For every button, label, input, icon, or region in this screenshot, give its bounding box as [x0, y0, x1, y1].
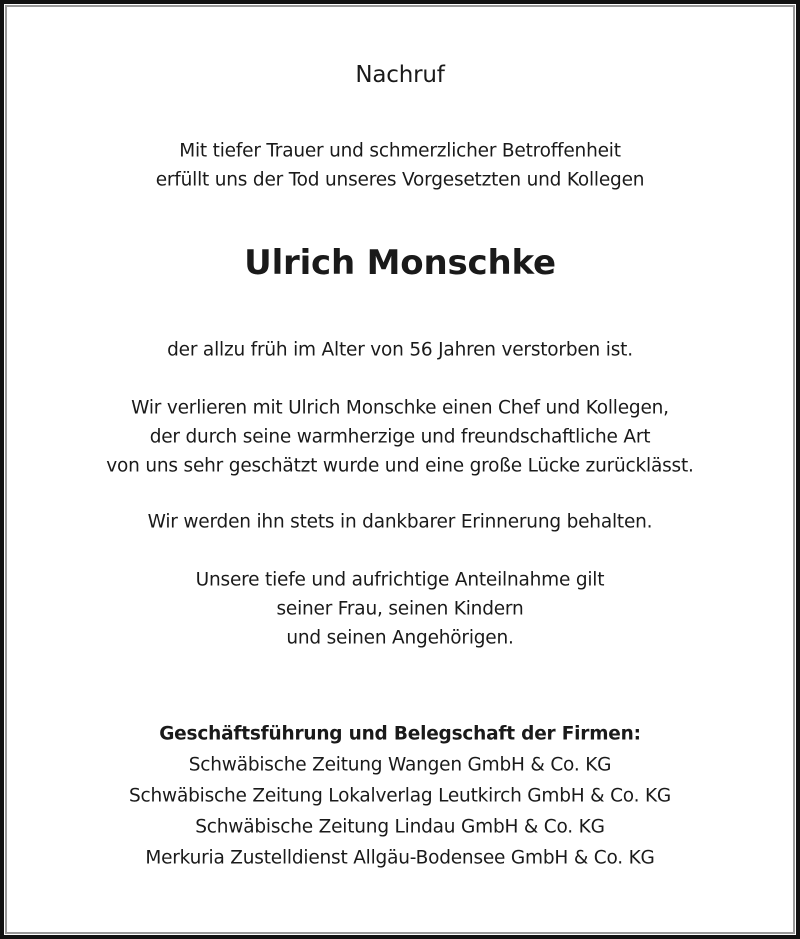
- intro-line: erfüllt uns der Tod unseres Vorgesetzten und Kollegen: [155, 169, 645, 191]
- company-line: Merkuria Zustelldienst Allgäu-Bodensee GmbH & Co. KG: [145, 847, 655, 869]
- tribute-line: der durch seine warmherzige und freundschaftliche Art: [149, 426, 651, 448]
- company-line: Schwäbische Zeitung Lokalverlag Leutkirch GmbH & Co. KG: [128, 785, 672, 807]
- company-line: Schwäbische Zeitung Wangen GmbH & Co. KG: [188, 754, 612, 776]
- deceased-name: Ulrich Monschke: [244, 243, 556, 283]
- memory-line: Wir werden ihn stets in dankbarer Erinnerung behalten.: [147, 511, 653, 533]
- company-line: Schwäbische Zeitung Lindau GmbH & Co. KG: [195, 816, 605, 838]
- obituary-title: Nachruf: [355, 62, 445, 88]
- tribute-line: Wir verlieren mit Ulrich Monschke einen Chef und Kollegen,: [131, 397, 669, 419]
- tribute-line: von uns sehr geschätzt wurde und eine große Lücke zurücklässt.: [106, 455, 694, 477]
- condolence-line: seiner Frau, seinen Kindern: [276, 598, 524, 620]
- age-line: der allzu früh im Alter von 56 Jahren verstorben ist.: [167, 339, 633, 361]
- condolence-line: und seinen Angehörigen.: [286, 627, 514, 649]
- signature-heading: Geschäftsführung und Belegschaft der Firmen:: [159, 723, 641, 745]
- condolence-line: Unsere tiefe und aufrichtige Anteilnahme gilt: [195, 569, 605, 591]
- intro-line: Mit tiefer Trauer und schmerzlicher Betroffenheit: [179, 140, 621, 162]
